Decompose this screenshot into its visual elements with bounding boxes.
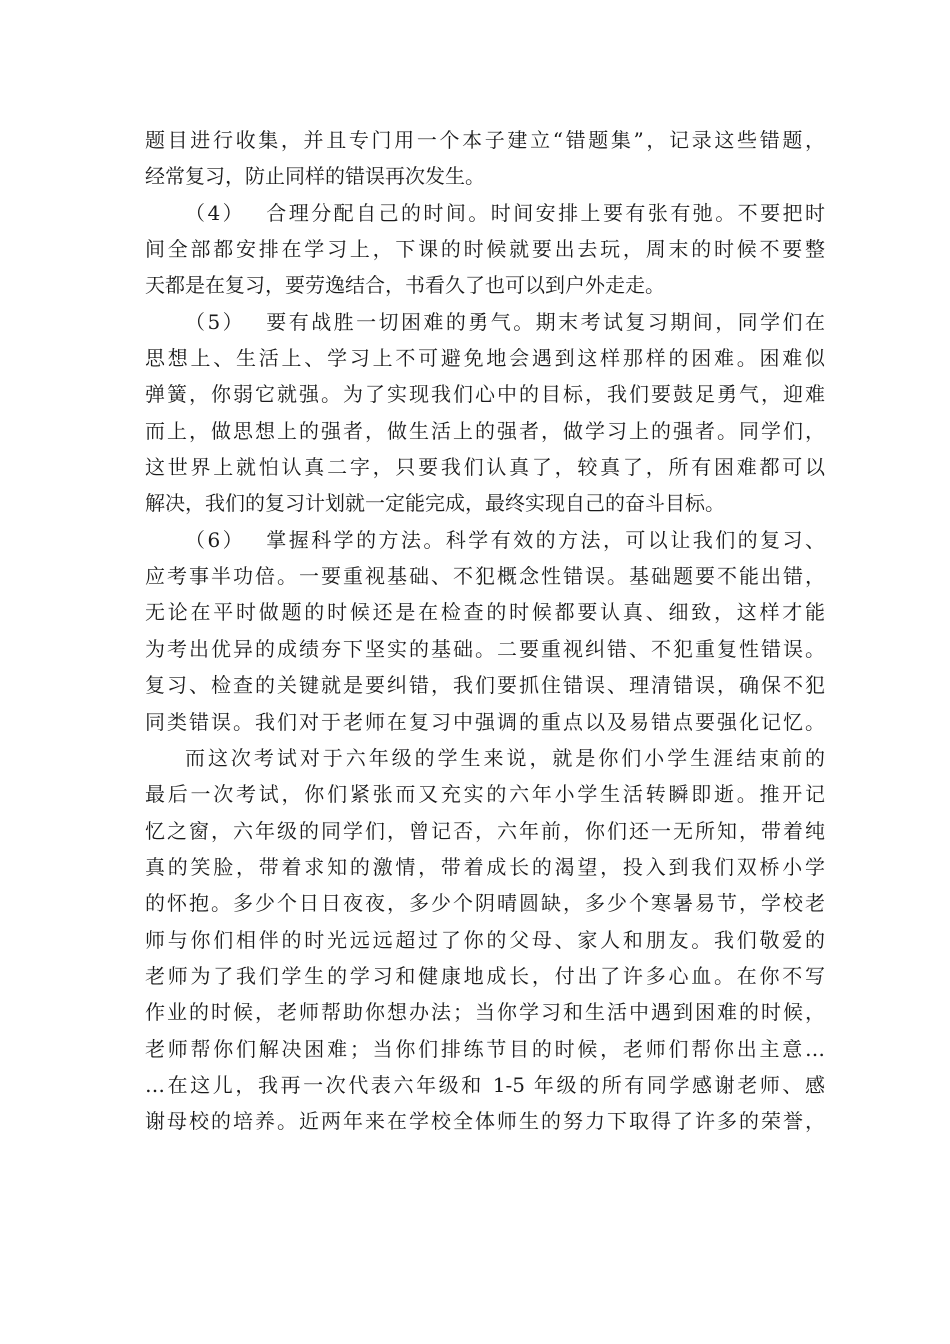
text-line: 作业的时候，老师帮助你想办法；当你学习和生活中遇到困难的时候， bbox=[145, 1000, 825, 1025]
list-item-6-line: （6） 掌握科学的方法。科学有效的方法，可以让我们的复习、 bbox=[185, 527, 825, 552]
body-text bbox=[145, 122, 825, 1140]
text-line: 最后一次考试，你们紧张而又充实的六年小学生活转瞬即逝。推开记 bbox=[145, 782, 825, 807]
text-line: 解决，我们的复习计划就一定能完成，最终实现自己的奋斗目标。 bbox=[145, 491, 725, 516]
text-line: 真的笑脸，带着求知的激情，带着成长的渴望，投入到我们双桥小学 bbox=[145, 854, 825, 879]
text-line: 无论在平时做题的时候还是在检查的时候都要认真、细致，这样才能 bbox=[145, 600, 825, 625]
text-line: 忆之窗，六年级的同学们，曾记否，六年前，你们还一无所知，带着纯 bbox=[145, 818, 825, 843]
text-line: 天都是在复习，要劳逸结合，书看久了也可以到户外走走。 bbox=[145, 273, 665, 298]
text-line: 经常复习，防止同样的错误再次发生。 bbox=[145, 164, 485, 189]
text-line: 这世界上就怕认真二字，只要我们认真了，较真了，所有困难都可以 bbox=[145, 455, 825, 480]
text-line: 谢母校的培养。近两年来在学校全体师生的努力下取得了许多的荣誉， bbox=[145, 1109, 825, 1134]
text-line: 同类错误。我们对于老师在复习中强调的重点以及易错点要强化记忆。 bbox=[145, 709, 825, 734]
list-item-5-line: （5） 要有战胜一切困难的勇气。期末考试复习期间，同学们在 bbox=[185, 309, 825, 334]
text-line: 应考事半功倍。一要重视基础、不犯概念性错误。基础题要不能出错， bbox=[145, 564, 825, 589]
paragraph-start-line: 而这次考试对于六年级的学生来说，就是你们小学生涯结束前的 bbox=[185, 745, 825, 770]
text-line: …在这儿，我再一次代表六年级和 1-5 年级的所有同学感谢老师、感 bbox=[145, 1072, 825, 1097]
text-line: 思想上、生活上、学习上不可避免地会遇到这样那样的困难。困难似 bbox=[145, 346, 825, 371]
text-line: 复习、检查的关键就是要纠错，我们要抓住错误、理清错误，确保不犯 bbox=[145, 673, 825, 698]
text-line: 为考出优异的成绩夯下坚实的基础。二要重视纠错、不犯重复性错误。 bbox=[145, 636, 825, 661]
list-item-4-line: （4） 合理分配自己的时间。时间安排上要有张有弛。不要把时 bbox=[185, 200, 825, 225]
text-line: 的怀抱。多少个日日夜夜，多少个阴晴圆缺，多少个寒暑易节，学校老 bbox=[145, 891, 825, 916]
text-line: 老师为了我们学生的学习和健康地成长，付出了许多心血。在你不写 bbox=[145, 963, 825, 988]
text-line: 间全部都安排在学习上，下课的时候就要出去玩，周末的时候不要整 bbox=[145, 237, 825, 262]
text-line: 题目进行收集，并且专门用一个本子建立“错题集”，记录这些错题， bbox=[145, 128, 825, 152]
text-line: 弹簧，你弱它就强。为了实现我们心中的目标，我们要鼓足勇气，迎难 bbox=[145, 382, 825, 407]
text-line: 老师帮你们解决困难；当你们排练节目的时候，老师们帮你出主意… bbox=[145, 1036, 825, 1061]
text-line: 而上，做思想上的强者，做生活上的强者，做学习上的强者。同学们， bbox=[145, 418, 825, 443]
text-line: 师与你们相伴的时光远远超过了你的父母、家人和朋友。我们敬爱的 bbox=[145, 927, 825, 952]
